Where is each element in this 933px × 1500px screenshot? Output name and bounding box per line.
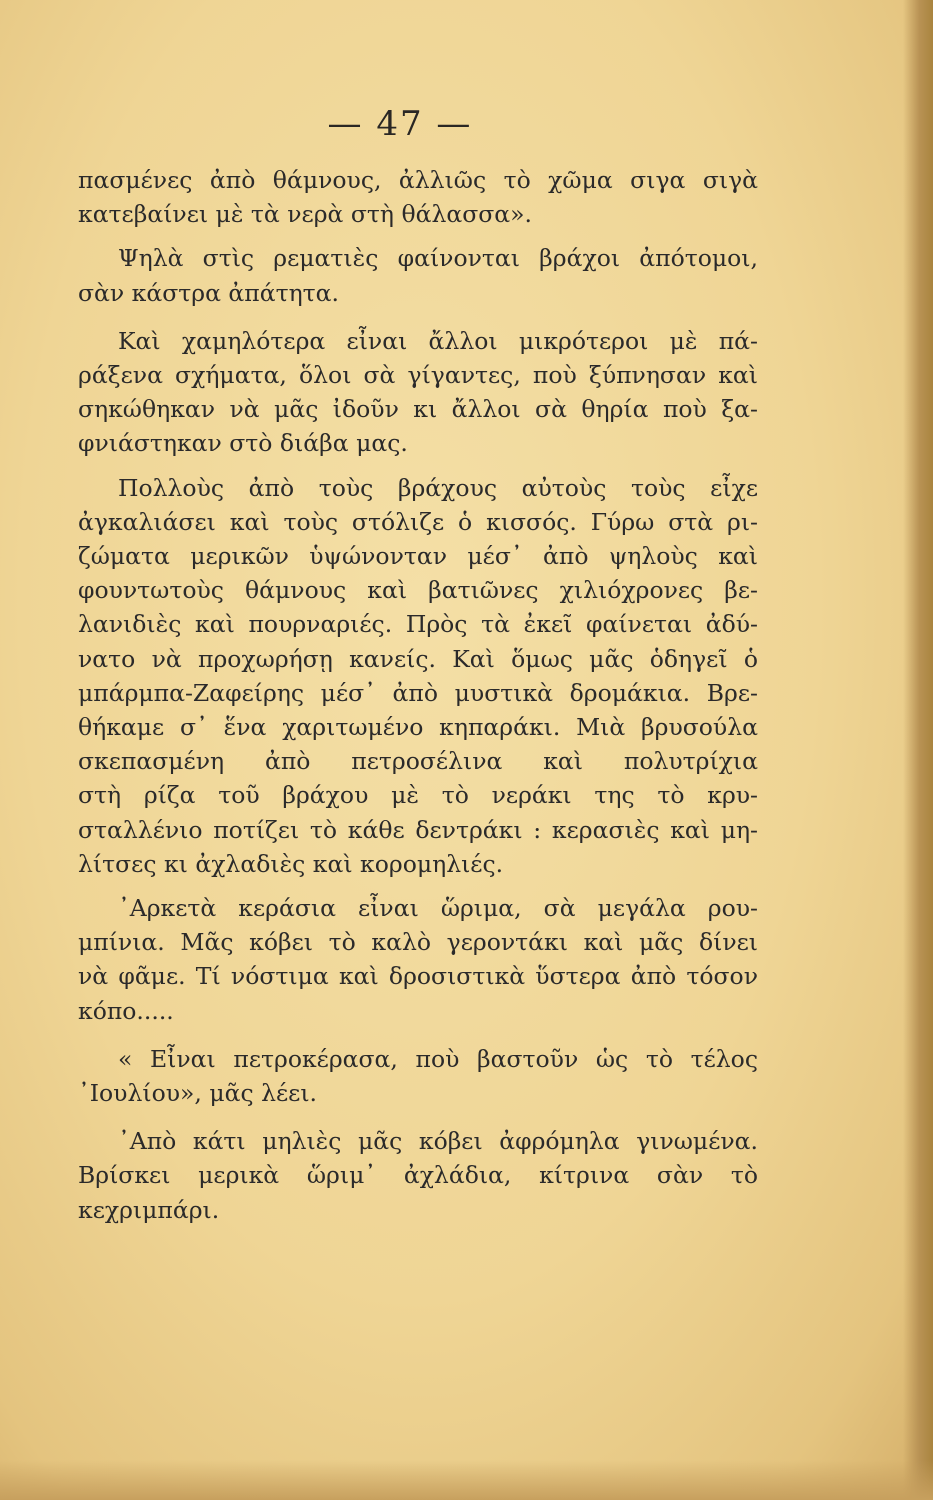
page-number: — 47 — bbox=[327, 104, 473, 144]
text-line: μπίνια. Μᾶς κόβει τὸ καλὸ γεροντάκι καὶ μᾶς δίνει bbox=[78, 928, 758, 957]
paragraph bbox=[78, 163, 758, 231]
text-line: φουντωτοὺς θάμνους καὶ βατιῶνες χιλιόχρονες βε- bbox=[78, 576, 758, 605]
text-line: ᾽Ιουλίου», μᾶς λέει. bbox=[78, 1079, 318, 1108]
text-line: Πολλοὺς ἀπὸ τοὺς βράχους αὐτοὺς τοὺς εἶχε bbox=[118, 473, 758, 502]
paragraph bbox=[78, 324, 758, 461]
paragraph bbox=[78, 241, 758, 309]
paragraph bbox=[78, 891, 758, 1028]
text-line: νὰ φᾶμε. Τί νόστιμα καὶ δροσιστικὰ ὕστερα ἀπὸ τόσον bbox=[78, 962, 758, 991]
text-line: μπάρμπα-Ζαφείρης μέσ᾽ ἀπὸ μυστικὰ δρομάκια. Βρε- bbox=[78, 678, 758, 707]
text-line: Ψηλὰ στὶς ρεματιὲς φαίνονται βράχοι ἀπότομοι, bbox=[118, 244, 758, 273]
text-line: κόπο..... bbox=[78, 996, 174, 1025]
text-line: Καὶ χαμηλότερα εἶναι ἄλλοι μικρότεροι μὲ πά- bbox=[118, 326, 758, 355]
text-line: ᾽Αρκετὰ κεράσια εἶναι ὥριμα, σὰ μεγάλα ρου- bbox=[118, 894, 758, 923]
text-line: Βρίσκει μερικὰ ὥριμ᾽ ἀχλάδια, κίτρινα σὰν τὸ bbox=[78, 1161, 758, 1190]
paragraph bbox=[78, 1124, 758, 1227]
text-line: σηκώθηκαν νὰ μᾶς ἰδοῦν κι ἄλλοι σὰ θηρία ποὺ ξα- bbox=[78, 395, 758, 424]
paragraph bbox=[78, 1042, 758, 1110]
text-line: πασμένες ἀπὸ θάμνους, ἀλλιῶς τὸ χῶμα σιγα σιγὰ bbox=[78, 166, 758, 194]
text-line: θήκαμε σ᾽ ἕνα χαριτωμένο κηπαράκι. Μιὰ βρυσούλα bbox=[78, 713, 758, 742]
page-edge-shadow bbox=[903, 0, 933, 1500]
text-line: « Εἶναι πετροκέρασα, ποὺ βαστοῦν ὡς τὸ τέλος bbox=[118, 1044, 758, 1073]
text-line: σκεπασμένη ἀπὸ πετροσέλινα καὶ πολυτρίχια bbox=[78, 747, 758, 776]
page-bottom-shadow bbox=[0, 1460, 933, 1500]
text-line: νατο νὰ προχωρήσῃ κανείς. Καὶ ὅμως μᾶς ὁδηγεῖ ὁ bbox=[78, 644, 758, 673]
text-line: κατεβαίνει μὲ τὰ νερὰ στὴ θάλασσα». bbox=[78, 200, 533, 229]
body-text bbox=[78, 163, 758, 1227]
text-line: ἀγκαλιάσει καὶ τοὺς στόλιζε ὁ κισσός. Γύρω στὰ ρι- bbox=[78, 507, 758, 536]
paragraph bbox=[78, 471, 758, 881]
text-line: ράξενα σχήματα, ὅλοι σὰ γίγαντες, ποὺ ξύπνησαν καὶ bbox=[78, 361, 758, 390]
text-line: λίτσες κι ἀχλαδιὲς καὶ κορομηλιές. bbox=[78, 849, 504, 878]
text-line: ζώματα μερικῶν ὑψώνονταν μέσ᾽ ἀπὸ ψηλοὺς καὶ bbox=[78, 542, 758, 571]
text-line: φνιάστηκαν στὸ διάβα μας. bbox=[78, 429, 408, 458]
text-line: κεχριμπάρι. bbox=[78, 1195, 220, 1224]
text-line: σταλλένιο ποτίζει τὸ κάθε δεντράκι : κερασιὲς καὶ μη- bbox=[78, 815, 758, 844]
text-line: στὴ ρίζα τοῦ βράχου μὲ τὸ νεράκι της τὸ κρυ- bbox=[78, 781, 758, 810]
text-line: λανιδιὲς καὶ πουρναριές. Πρὸς τὰ ἐκεῖ φαίνεται ἀδύ- bbox=[78, 610, 758, 639]
text-line: ᾽Απὸ κάτι μηλιὲς μᾶς κόβει ἀφρόμηλα γινωμένα. bbox=[118, 1127, 758, 1156]
text-line: σὰν κάστρα ἀπάτητα. bbox=[78, 278, 340, 307]
